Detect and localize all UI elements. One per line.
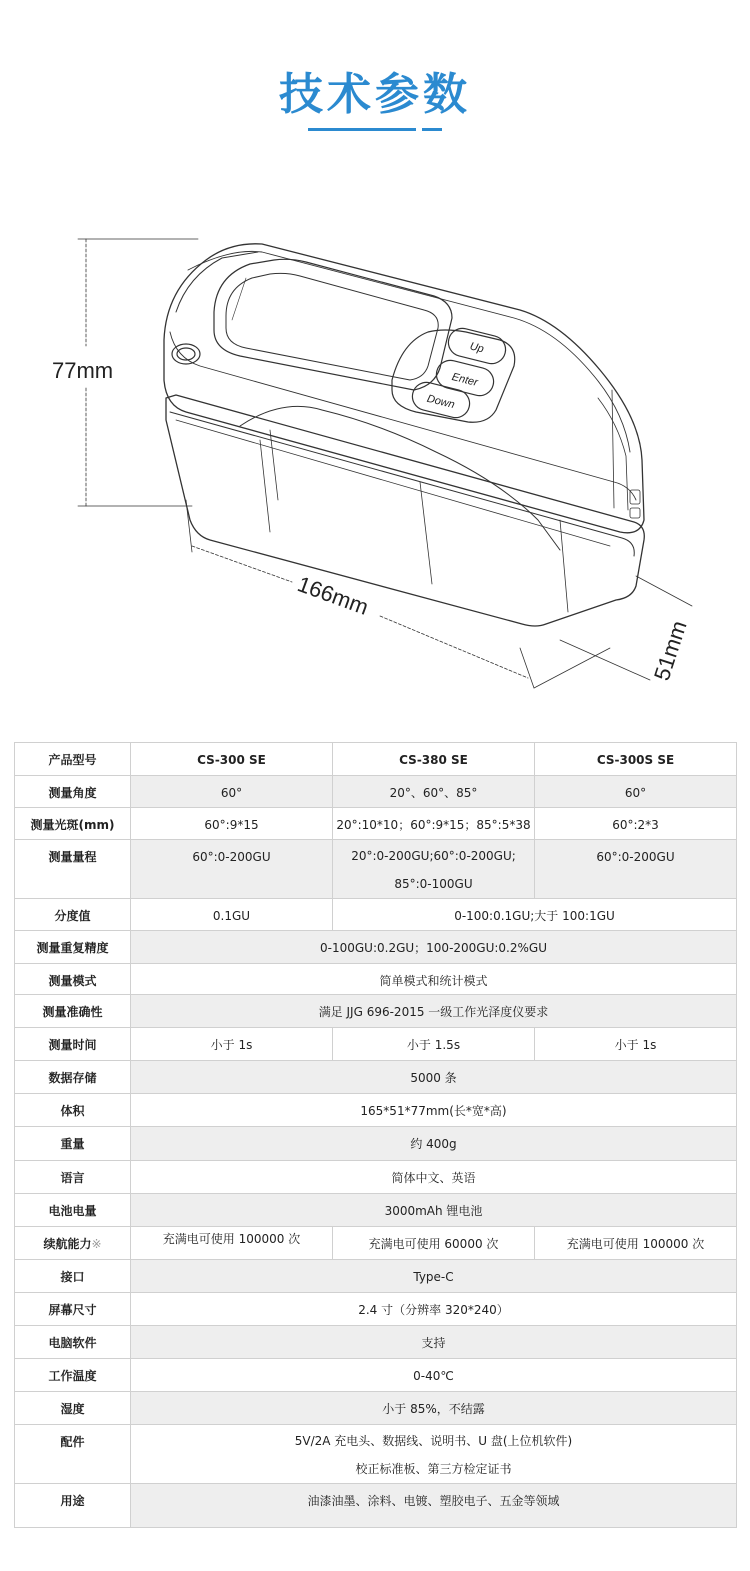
table-row-resolution xyxy=(15,899,737,931)
row-label: 测量量程 xyxy=(15,840,131,899)
cell-value: 0.1GU xyxy=(131,899,333,931)
cell-value: 约 400g xyxy=(131,1127,737,1161)
title-underline xyxy=(308,128,442,131)
table-row-accuracy xyxy=(15,995,737,1028)
cell-value: 60°:0-200GU xyxy=(131,840,333,899)
cell-value: 小于 1s xyxy=(131,1028,333,1061)
cell-value: 0-100:0.1GU;大于 100:1GU xyxy=(333,899,737,931)
row-label: 测量时间 xyxy=(15,1028,131,1061)
cell-value: 小于 85%，不结露 xyxy=(131,1392,737,1425)
cell-line: 校正标准板、第三方检定证书 xyxy=(355,1462,512,1476)
row-label: 屏幕尺寸 xyxy=(15,1293,131,1326)
row-label-text: 续航能力 xyxy=(43,1237,92,1251)
cell-value: 支持 xyxy=(131,1326,737,1359)
cell-value: 60°:0-200GU xyxy=(535,840,737,899)
row-label: 数据存储 xyxy=(15,1061,131,1094)
row-label: 配件 xyxy=(15,1425,131,1484)
table-row-language xyxy=(15,1161,737,1194)
table-row-humidity xyxy=(15,1392,737,1425)
table-row-repeatability xyxy=(15,931,737,964)
cell-value: 小于 1.5s xyxy=(333,1028,535,1061)
row-label: 体积 xyxy=(15,1094,131,1127)
row-label: 测量准确性 xyxy=(15,995,131,1028)
cell-value: 60° xyxy=(131,776,333,808)
table-row-accessories xyxy=(15,1425,737,1484)
table-row-angle xyxy=(15,776,737,808)
table-row-range xyxy=(15,840,737,899)
cell-value: 充满电可使用 100000 次 xyxy=(131,1227,333,1260)
enter-button-label: Enter xyxy=(450,370,479,389)
width-label: 51mm xyxy=(648,617,692,684)
header-label: 产品型号 xyxy=(15,743,131,776)
row-label: 湿度 xyxy=(15,1392,131,1425)
table-row-usage xyxy=(15,1484,737,1528)
table-row-screen xyxy=(15,1293,737,1326)
row-label: 语言 xyxy=(15,1161,131,1194)
cell-value: 20°、60°、85° xyxy=(333,776,535,808)
table-row-software xyxy=(15,1326,737,1359)
row-label: 工作温度 xyxy=(15,1359,131,1392)
cell-value: 充满电可使用 100000 次 xyxy=(535,1227,737,1260)
table-row-spot xyxy=(15,808,737,840)
table-row-weight xyxy=(15,1127,737,1161)
cell-value: 满足 JJG 696-2015 一级工作光泽度仪要求 xyxy=(131,995,737,1028)
cell-value: 2.4 寸（分辨率 320*240） xyxy=(131,1293,737,1326)
device-illustration xyxy=(0,220,750,700)
up-button-label: Up xyxy=(468,340,486,356)
row-label: 重量 xyxy=(15,1127,131,1161)
down-button-label: Down xyxy=(425,392,456,412)
cell-value: 0-40℃ xyxy=(131,1359,737,1392)
specs-table xyxy=(14,742,737,1528)
row-label: 测量重复精度 xyxy=(15,931,131,964)
table-row-temperature xyxy=(15,1359,737,1392)
cell-line: 5V/2A 充电头、数据线、说明书、U 盘(上位机软件) xyxy=(294,1434,573,1448)
row-label: 接口 xyxy=(15,1260,131,1293)
cell-line: 85°:0-100GU xyxy=(394,877,473,891)
cell-value: 60°:2*3 xyxy=(535,808,737,840)
row-label: 测量模式 xyxy=(15,964,131,995)
cell-value: 3000mAh 锂电池 xyxy=(131,1194,737,1227)
cell-value: 油漆油墨、涂料、电镀、塑胶电子、五金等领域 xyxy=(131,1484,737,1528)
table-row-mode xyxy=(15,964,737,995)
length-label: 166mm xyxy=(294,571,372,620)
table-row-battery xyxy=(15,1194,737,1227)
model-cs-300-se: CS-300 SE xyxy=(131,743,333,776)
cell-value: 0-100GU:0.2GU；100-200GU:0.2%GU xyxy=(131,931,737,964)
cell-value: 5000 条 xyxy=(131,1061,737,1094)
table-row-endurance xyxy=(15,1227,737,1260)
row-label: 电池电量 xyxy=(15,1194,131,1227)
row-label xyxy=(15,1227,131,1260)
cell-value: 充满电可使用 60000 次 xyxy=(333,1227,535,1260)
row-label: 电脑软件 xyxy=(15,1326,131,1359)
table-row-interface xyxy=(15,1260,737,1293)
footnote-mark: ※ xyxy=(91,1237,102,1251)
row-label: 用途 xyxy=(15,1484,131,1528)
table-row-storage xyxy=(15,1061,737,1094)
table-row-volume xyxy=(15,1094,737,1127)
cell-value: Type-C xyxy=(131,1260,737,1293)
row-label: 分度值 xyxy=(15,899,131,931)
cell-value-multiline xyxy=(131,1425,737,1484)
table-row-header xyxy=(15,743,737,776)
model-cs-300s-se: CS-300S SE xyxy=(535,743,737,776)
cell-value: 简单模式和统计模式 xyxy=(131,964,737,995)
cell-value: 简体中文、英语 xyxy=(131,1161,737,1194)
height-label: 77mm xyxy=(52,358,114,383)
row-label: 测量角度 xyxy=(15,776,131,808)
cell-value: 60° xyxy=(535,776,737,808)
cell-value-multiline xyxy=(333,840,535,899)
cell-value: 小于 1s xyxy=(535,1028,737,1061)
cell-line: 20°:0-200GU;60°:0-200GU; xyxy=(351,849,516,863)
cell-value: 60°:9*15 xyxy=(131,808,333,840)
table-row-time xyxy=(15,1028,737,1061)
row-label: 测量光斑(mm) xyxy=(15,808,131,840)
model-cs-380-se: CS-380 SE xyxy=(333,743,535,776)
cell-value: 20°:10*10；60°:9*15；85°:5*38 xyxy=(333,808,535,840)
cell-value: 165*51*77mm(长*宽*高) xyxy=(131,1094,737,1127)
page-title: 技术参数 xyxy=(279,69,471,120)
